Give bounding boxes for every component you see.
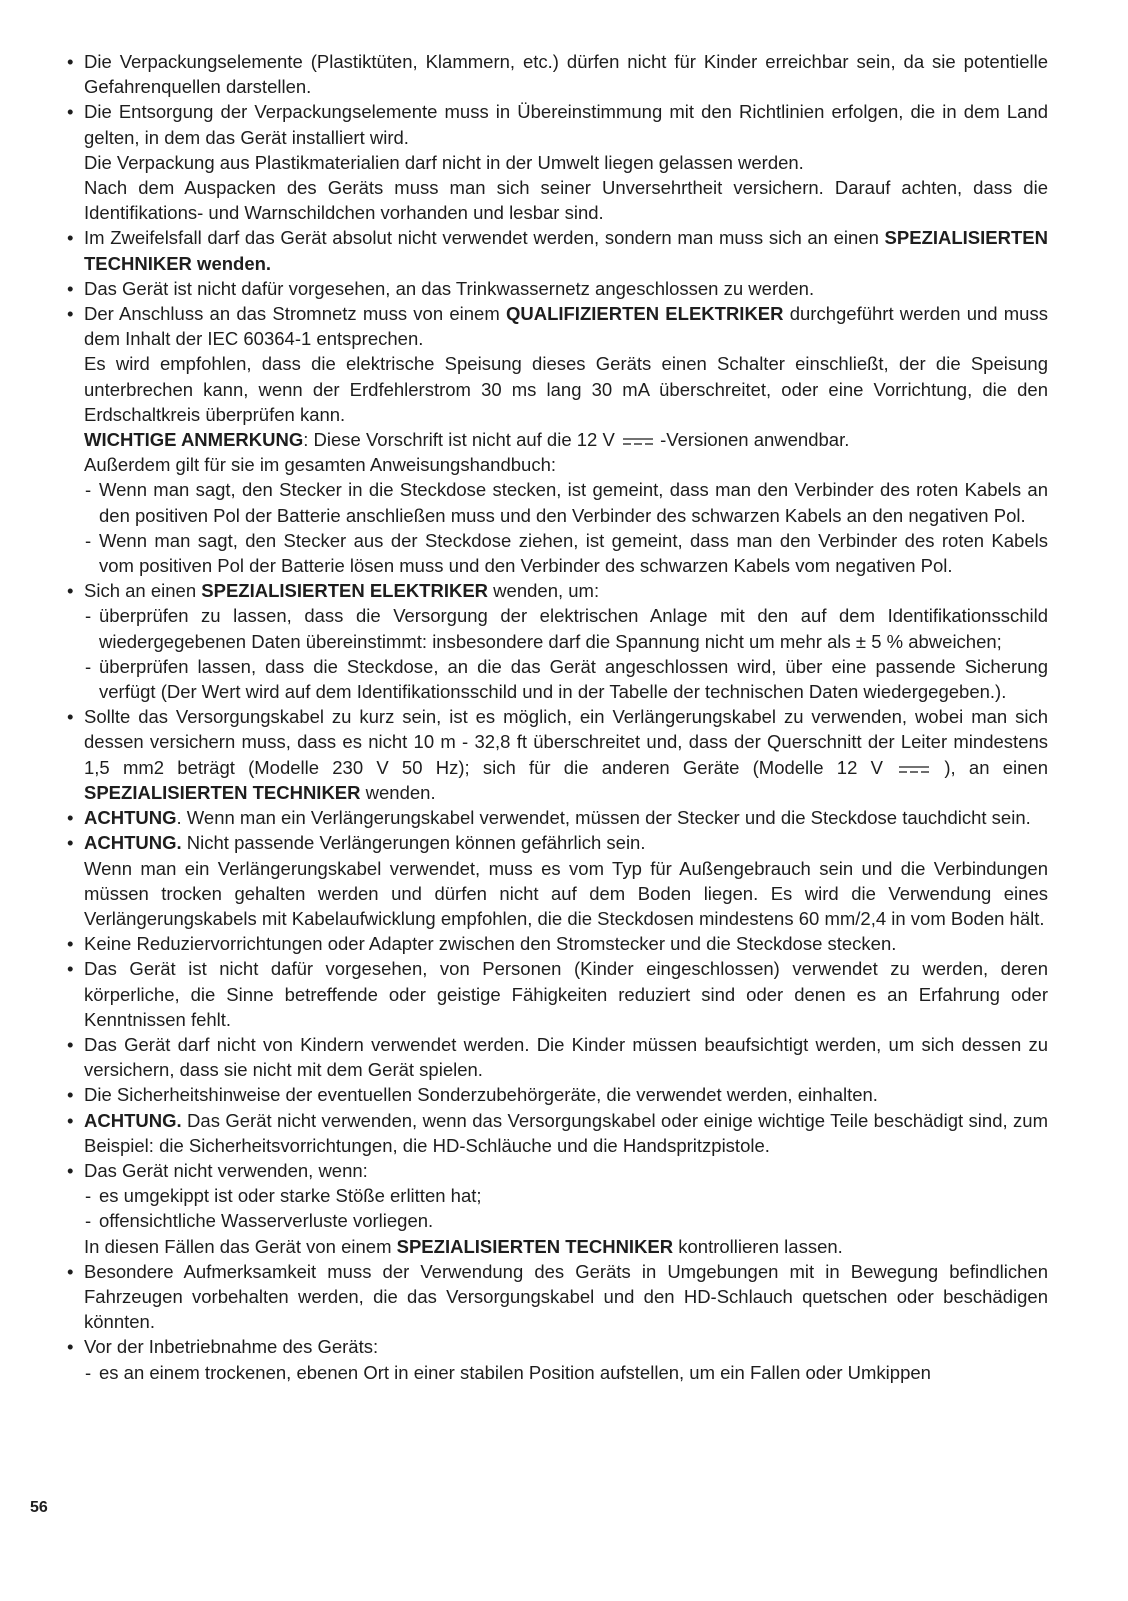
bullet-item [62, 931, 1048, 956]
paragraph [62, 1234, 1048, 1259]
bullet-item [62, 276, 1048, 301]
bullet-item [62, 1082, 1048, 1107]
text-run: Die Verpackungselemente (Plastiktüten, Klammern, etc.) dürfen nicht für Kinder erreichbar sein, da sie potentielle Gefahrenquellen darstellen. [84, 51, 1048, 98]
emphasis-text: WICHTIGE ANMERKUNG [84, 429, 304, 451]
text-run: ), an einen [931, 756, 1048, 778]
dash-item [62, 603, 1048, 653]
emphasis-text: ACHTUNG [84, 807, 177, 829]
text-run: Der Anschluss an das Stromnetz muss von einem [84, 303, 506, 325]
direct-current-icon [623, 437, 653, 447]
bullet-item [62, 956, 1048, 1032]
paragraph [62, 175, 1048, 225]
text-run: Das Gerät ist nicht dafür vorgesehen, an das Trinkwassernetz angeschlossen zu werden. [84, 277, 815, 299]
dash-item [62, 1208, 1048, 1233]
bullet-item [62, 578, 1048, 603]
emphasis-text: ACHTUNG. [84, 832, 182, 854]
dash-item [62, 654, 1048, 704]
text-run: Die Entsorgung der Verpackungselemente muss in Übereinstimmung mit den Richtlinien erfolgen, die in dem Land gelten, in dem das Gerät installiert wird. [84, 101, 1048, 148]
text-run: Wenn man sagt, den Stecker in die Steckdose stecken, ist gemeint, dass man den Verbinder des roten Kabels an den positiven Pol der Batterie anschließen muss und den Verbinder des schwarzen Kabels an den negativen Pol. [99, 479, 1048, 526]
bullet-item [62, 301, 1048, 351]
bullet-item [62, 225, 1048, 275]
direct-current-icon [899, 765, 929, 775]
emphasis-text: ACHTUNG. [84, 1109, 182, 1131]
manual-text [62, 49, 1048, 1385]
page-number: 56 [30, 1499, 48, 1516]
paragraph [62, 351, 1048, 427]
text-run: Das Gerät nicht verwenden, wenn: [84, 1159, 368, 1181]
text-run: Keine Reduziervorrichtungen oder Adapter zwischen den Stromstecker und die Steckdose stecken. [84, 933, 897, 955]
text-run: kontrollieren lassen. [673, 1235, 843, 1257]
text-run: Das Gerät nicht verwenden, wenn das Versorgungskabel oder einige wichtige Teile beschädigt sind, zum Beispiel: die Sicherheitsvorrichtungen, die HD-Schläuche und die Handspritzpistole. [84, 1109, 1048, 1156]
paragraph [62, 150, 1048, 175]
emphasis-text: QUALIFIZIERTEN ELEKTRIKER [505, 303, 784, 325]
text-run: Die Verpackung aus Plastikmaterialien darf nicht in der Umwelt liegen gelassen werden. [84, 151, 804, 173]
dash-item [62, 528, 1048, 578]
text-run: Vor der Inbetriebnahme des Geräts: [84, 1336, 379, 1358]
text-run: -Versionen anwendbar. [654, 429, 850, 451]
text-run: überprüfen zu lassen, dass die Versorgung der elektrischen Anlage mit den auf dem Identifikationsschild wiedergegebenen Daten übereinstimmt: insbesondere darf die Spannung nicht um mehr als ± 5 % abweichen; [99, 605, 1048, 652]
text-run: Besondere Aufmerksamkeit muss der Verwendung des Geräts in Umgebungen mit in Bewegung befindlichen Fahrzeugen vorbehalten werden, die das Versorgungskabel und den HD-Schlauch quetschen oder beschädigen könnten. [84, 1260, 1048, 1333]
text-run: Wenn man ein Verlängerungskabel verwendet, muss es vom Typ für Außengebrauch sein und die Verbindungen müssen trocken gehalten werden und dürfen nicht auf dem Boden liegen. Es wird die Verwendung eines Verlängerungskabels mit Kabelaufwicklung empfohlen, die die Steckdosen mindestens 60 mm/2,4 in vom Boden hält. [84, 857, 1048, 929]
text-run: offensichtliche Wasserverluste vorliegen. [99, 1210, 434, 1232]
paragraph [62, 452, 1048, 477]
bullet-item [62, 830, 1048, 855]
text-run: durchgeführt werden und muss dem Inhalt der IEC 60364-1 entsprechen. [84, 303, 1048, 350]
bullet-item [62, 1334, 1048, 1359]
bullet-item [62, 1259, 1048, 1335]
text-run: es an einem trockenen, ebenen Ort in einer stabilen Position aufstellen, um ein Fallen oder Umkippen [99, 1361, 931, 1383]
text-run: Außerdem gilt für sie im gesamten Anweisungshandbuch: [84, 454, 557, 476]
text-run: Das Gerät darf nicht von Kindern verwendet werden. Die Kinder müssen beaufsichtigt werden, um sich dessen zu versichern, dass sie nicht mit dem Gerät spielen. [84, 1033, 1048, 1081]
dash-item [62, 477, 1048, 527]
paragraph [62, 856, 1048, 932]
text-run: Es wird empfohlen, dass die elektrische Speisung dieses Geräts einen Schalter einschließt, der die Speisung unterbrechen kann, wenn der Erdfehlerstrom 30 ms lang 30 mA überschreitet, oder eine Vorrichtung, die den Erdschaltkreis überprüfen kann. [84, 353, 1048, 425]
emphasis-text: SPEZIALISIERTEN ELEKTRIKER [201, 580, 489, 602]
text-run: Nach dem Auspacken des Geräts muss man sich seiner Unversehrtheit versichern. Darauf achten, dass die Identifikations- und Warnschildchen vorhanden und lesbar sind. [84, 177, 1048, 224]
text-run: Sollte das Versorgungskabel zu kurz sein, ist es möglich, ein Verlängerungskabel zu verwenden, wobei man sich dessen versichern muss, dass es nicht 10 m - 32,8 ft überschreitet und, dass der Querschnitt der Leiter mindestens 1,5 mm2 beträgt (Modelle 230 V 50 Hz); sich für die anderen Geräte (Modelle 12 V [84, 706, 1048, 778]
paragraph [62, 427, 1048, 452]
text-run: wenden. [360, 781, 436, 803]
text-run: Die Sicherheitshinweise der eventuellen Sonderzubehörgeräte, die verwendet werden, einhalten. [84, 1084, 878, 1106]
bullet-item [62, 1158, 1048, 1183]
bullet-item [62, 1108, 1048, 1158]
text-run: . Wenn man ein Verlängerungskabel verwendet, müssen der Stecker und die Steckdose tauchdicht sein. [176, 807, 1031, 829]
bullet-item [62, 1032, 1048, 1082]
bullet-item [62, 49, 1048, 99]
bullet-item [62, 704, 1048, 805]
text-run: es umgekippt ist oder starke Stöße erlitten hat; [99, 1185, 482, 1207]
dash-item [62, 1360, 1048, 1385]
text-run: Sich an einen [84, 580, 202, 602]
text-run: Nicht passende Verlängerungen können gefährlich sein. [181, 832, 646, 854]
text-run: überprüfen lassen, dass die Steckdose, an die das Gerät angeschlossen wird, über eine passende Sicherung verfügt (Der Wert wird auf dem Identifikationsschild und in der Tabelle der technischen Daten wiedergegeben.). [99, 655, 1048, 703]
bullet-item [62, 805, 1048, 830]
text-run: Im Zweifelsfall darf das Gerät absolut nicht verwendet werden, sondern man muss sich an einen [84, 227, 885, 249]
emphasis-text: SPEZIALISIERTEN TECHNIKER [84, 781, 361, 803]
text-run: : Diese Vorschrift ist nicht auf die 12 V [303, 429, 620, 451]
bullet-item [62, 99, 1048, 149]
emphasis-text: SPEZIALISIERTEN TECHNIKER wenden. [84, 227, 1048, 274]
emphasis-text: SPEZIALISIERTEN TECHNIKER [396, 1235, 674, 1257]
dash-item [62, 1183, 1048, 1208]
text-run: Wenn man sagt, den Stecker aus der Steckdose ziehen, ist gemeint, dass man den Verbinder des roten Kabels vom positiven Pol der Batterie lösen muss und den Verbinder des schwarzen Kabels vom negativen Pol. [99, 529, 1048, 577]
text-run: wenden, um: [488, 580, 600, 602]
text-run: Das Gerät ist nicht dafür vorgesehen, von Personen (Kinder eingeschlossen) verwendet zu werden, deren körperliche, die Sinne betreffende oder geistige Fähigkeiten reduziert sind oder denen es an Erfahrung oder Kenntnissen fehlt. [84, 958, 1048, 1030]
text-run: In diesen Fällen das Gerät von einem [84, 1235, 397, 1257]
